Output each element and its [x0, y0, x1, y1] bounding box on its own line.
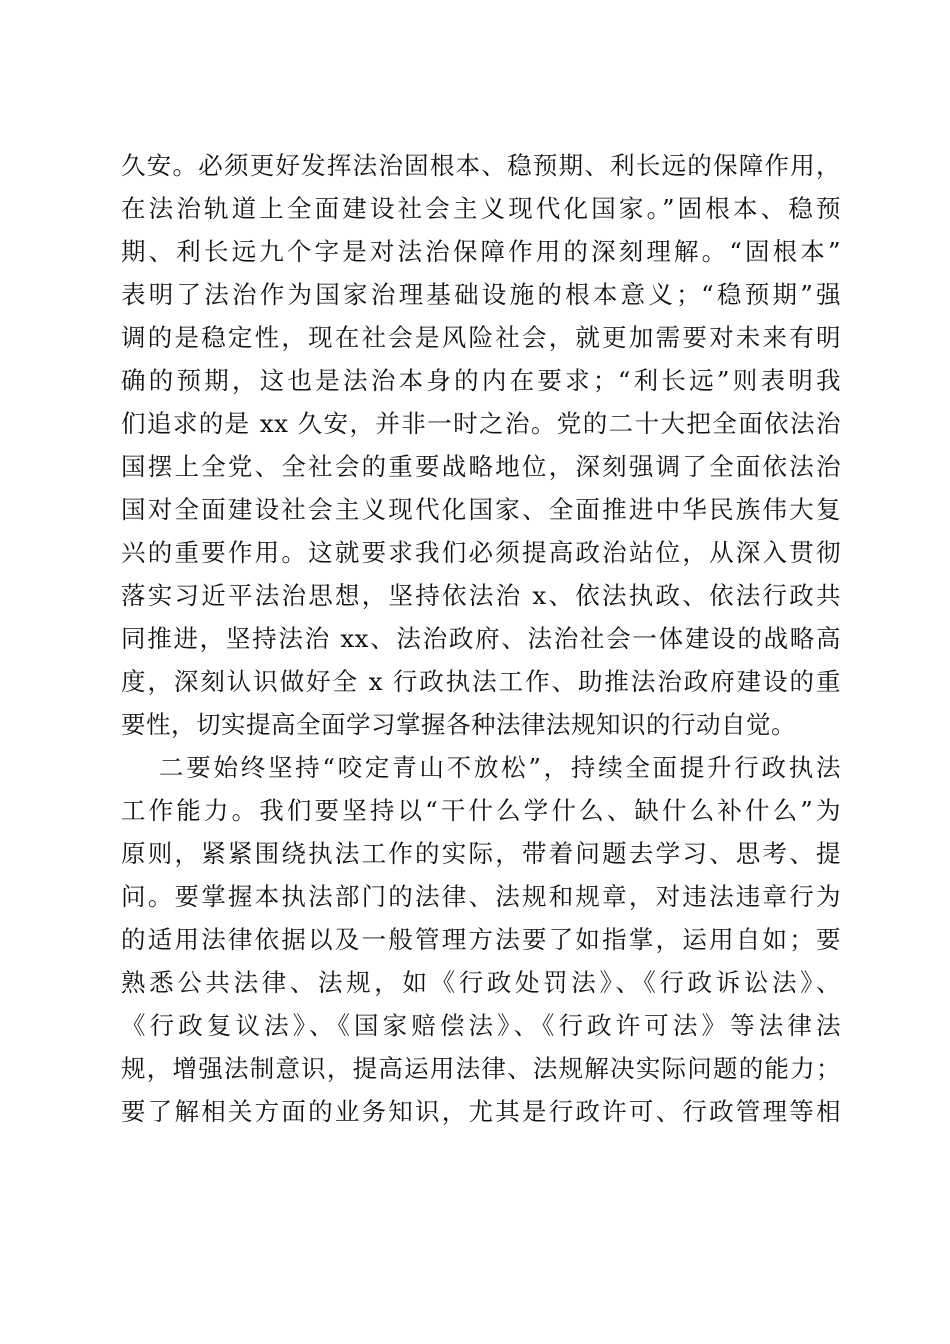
text-line: 期、利长远九个字是对法治保障作用的深刻理解。“固根本”: [121, 237, 841, 266]
text-line: 兴的重要作用。这就要求我们必须提高政治站位，从深入贯彻: [121, 538, 841, 567]
text-line: 调的是稳定性，现在社会是风险社会，就更加需要对未来有明: [121, 323, 841, 352]
text-line: 《行政复议法》、《国家赔偿法》、《行政许可法》等法律法: [121, 1011, 841, 1040]
text-line: 国摆上全党、全社会的重要战略地位，深刻强调了全面依法治: [121, 452, 841, 481]
text-line: 规，增强法制意识，提高运用法律、法规解决实际问题的能力；: [121, 1054, 841, 1083]
text-line: 原则，紧紧围绕执法工作的实际，带着问题去学习、思考、提: [121, 839, 841, 868]
text-line: 同推进，坚持法治 xx、法治政府、法治社会一体建设的战略高: [121, 624, 841, 653]
text-line: 要性，切实提高全面学习掌握各种法律法规知识的行动自觉。: [121, 710, 796, 739]
paragraph-1: [121, 144, 841, 746]
text-line: 落实习近平法治思想，坚持依法治 x、依法执政、依法行政共: [121, 581, 841, 610]
text-line: 们追求的是 xx 久安，并非一时之治。党的二十大把全面依法治: [121, 409, 841, 438]
text-line: 熟悉公共法律、法规，如《行政处罚法》、《行政诉讼法》、: [121, 968, 841, 997]
text-line: 度，深刻认识做好全 x 行政执法工作、助推法治政府建设的重: [121, 667, 841, 696]
paragraph-2: [121, 746, 841, 1133]
text-line: 问。要掌握本执法部门的法律、法规和规章，对违法违章行为: [121, 882, 841, 911]
text-line: 工作能力。我们要坚持以“干什么学什么、缺什么补什么”为: [121, 796, 841, 825]
text-line: 的适用法律依据以及一般管理方法要了如指掌，运用自如；要: [121, 925, 841, 954]
text-line: 久安。必须更好发挥法治固根本、稳预期、利长远的保障作用，: [121, 151, 841, 180]
text-line: 国对全面建设社会主义现代化国家、全面推进中华民族伟大复: [121, 495, 841, 524]
text-line: 表明了法治作为国家治理基础设施的根本意义；“稳预期”强: [121, 280, 841, 309]
body-text: [121, 144, 841, 1133]
text-line: 要了解相关方面的业务知识，尤其是行政许可、行政管理等相: [121, 1097, 841, 1126]
text-line: 确的预期，这也是法治本身的内在要求；“利长远”则表明我: [121, 366, 841, 395]
text-line: 二要始终坚持“咬定青山不放松”，持续全面提升行政执法: [159, 753, 841, 782]
text-line: 在法治轨道上全面建设社会主义现代化国家。”固根本、稳预: [121, 194, 841, 223]
